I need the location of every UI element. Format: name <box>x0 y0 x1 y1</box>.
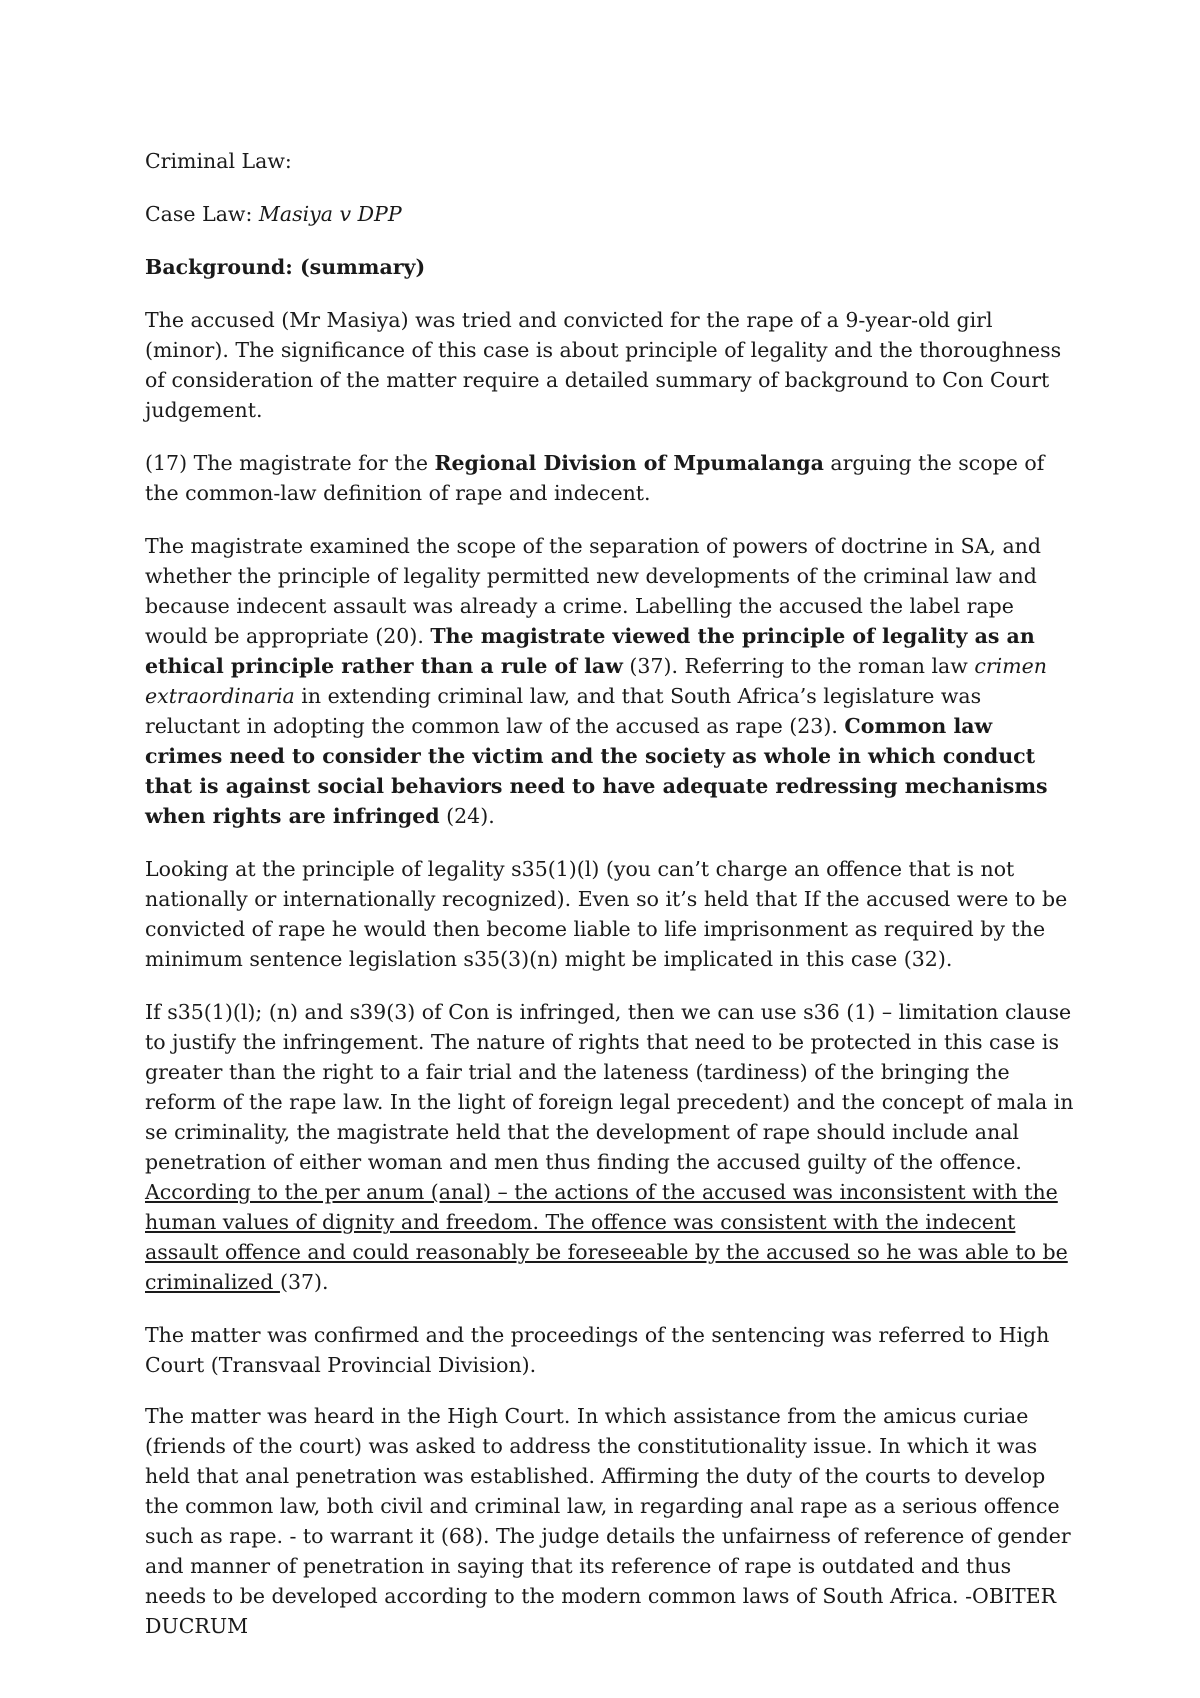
paragraph-high-court-text: The matter was heard in the High Court. In which assistance from the amicus curiae (friends of the court) was asked to address the constitutionality issue. In which it was held that anal penetration was established. Affirming the duty of the courts to develop the common law, both civil and criminal law, in regarding anal rape as a serious offence such as rape. - to warrant it (68). The judge details the unfairness of reference of gender and manner of penetration in saying that its reference of rape is outdated and thus needs to be developed according to the modern common laws of South Africa. -OBITER DUCRUM <box>145 1404 1071 1638</box>
paragraph-confirmed-text: The matter was confirmed and the proceedings of the sentencing was referred to High Court (Transvaal Provincial Division). <box>145 1323 1050 1377</box>
paragraph-limitation <box>145 997 1075 1297</box>
p3-part-b-bold: The magistrate viewed the principle of legality as an ethical principle rather than a rule of law <box>145 624 1035 678</box>
case-law-line <box>145 199 1075 229</box>
p2-part-c: arguing the scope of the common-law definition of rape and indecent. <box>145 451 1045 505</box>
p3-part-f-bold: Common law crimes need to consider the victim and the society as whole in which conduct that is against social behaviors need to have adequate redressing mechanisms when rights are infringed <box>145 714 1048 828</box>
case-law-name: Masiya v DPP <box>258 202 402 226</box>
paragraph-magistrate-regional <box>145 448 1075 508</box>
p5-part-a: If s35(1)(l); (n) and s39(3) of Con is infringed, then we can use s36 (1) – limitation clause to justify the infringement. The nature of rights that need to be protected in this case is greater than the right to a fair trial and the lateness (tardiness) of the bringing the reform of the rape law. In the light of foreign legal precedent) and the concept of mala in se criminality, the magistrate held that the development of rape should include anal penetration of either woman and men thus finding the accused guilty of the offence. <box>145 1000 1074 1174</box>
p5-part-b-underlined: According to the per anum (anal) – the actions of the accused was inconsistent with the human values of dignity and freedom. The offence was consistent with the indecent assault offence and could reasonably be foreseeable by the accused so he was able to be criminalized <box>145 1180 1068 1294</box>
case-law-prefix: Case Law: <box>145 202 259 226</box>
p5-part-c: (37). <box>279 1270 329 1294</box>
paragraph-magistrate-examined <box>145 531 1075 831</box>
paragraph-legality-text: Looking at the principle of legality s35(1)(l) (you can’t charge an offence that is not nationally or internationally recognized). Even so it’s held that If the accused were to be convicted of rape he would then become liable to life imprisonment as required by the minimum sentence legislation s35(3)(n) might be implicated in this case (32). <box>145 857 1068 971</box>
p3-part-c: (37). Referring to the roman law <box>622 654 975 678</box>
p3-part-e: in extending criminal law, and that South Africa’s legislature was reluctant in adopting the common law of the accused as rape (23). <box>145 684 982 738</box>
paragraph-high-court <box>145 1401 1075 1641</box>
p2-part-a: (17) The magistrate for the <box>145 451 435 475</box>
background-heading-text: Background: (summary) <box>145 255 426 279</box>
paragraph-accused <box>145 305 1075 425</box>
p3-part-g: (24). <box>439 804 495 828</box>
p3-part-a: The magistrate examined the scope of the separation of powers of doctrine in SA, and whether the principle of legality permitted new developments of the criminal law and because indecent assault was already a crime. Labelling the accused the label rape would be appropriate (20). <box>145 534 1041 648</box>
title-text: Criminal Law: <box>145 149 292 173</box>
document-page <box>145 146 1075 1664</box>
p3-part-d-italic: crimen extraordinaria <box>145 654 1047 708</box>
document-title <box>145 146 1075 176</box>
p2-part-b-bold: Regional Division of Mpumalanga <box>434 451 824 475</box>
background-heading <box>145 252 1075 282</box>
paragraph-legality <box>145 854 1075 974</box>
paragraph-confirmed <box>145 1320 1075 1380</box>
paragraph-accused-text: The accused (Mr Masiya) was tried and convicted for the rape of a 9-year-old girl (minor). The significance of this case is about principle of legality and the thoroughness of consideration of the matter require a detailed summary of background to Con Court judgement. <box>145 308 1062 422</box>
